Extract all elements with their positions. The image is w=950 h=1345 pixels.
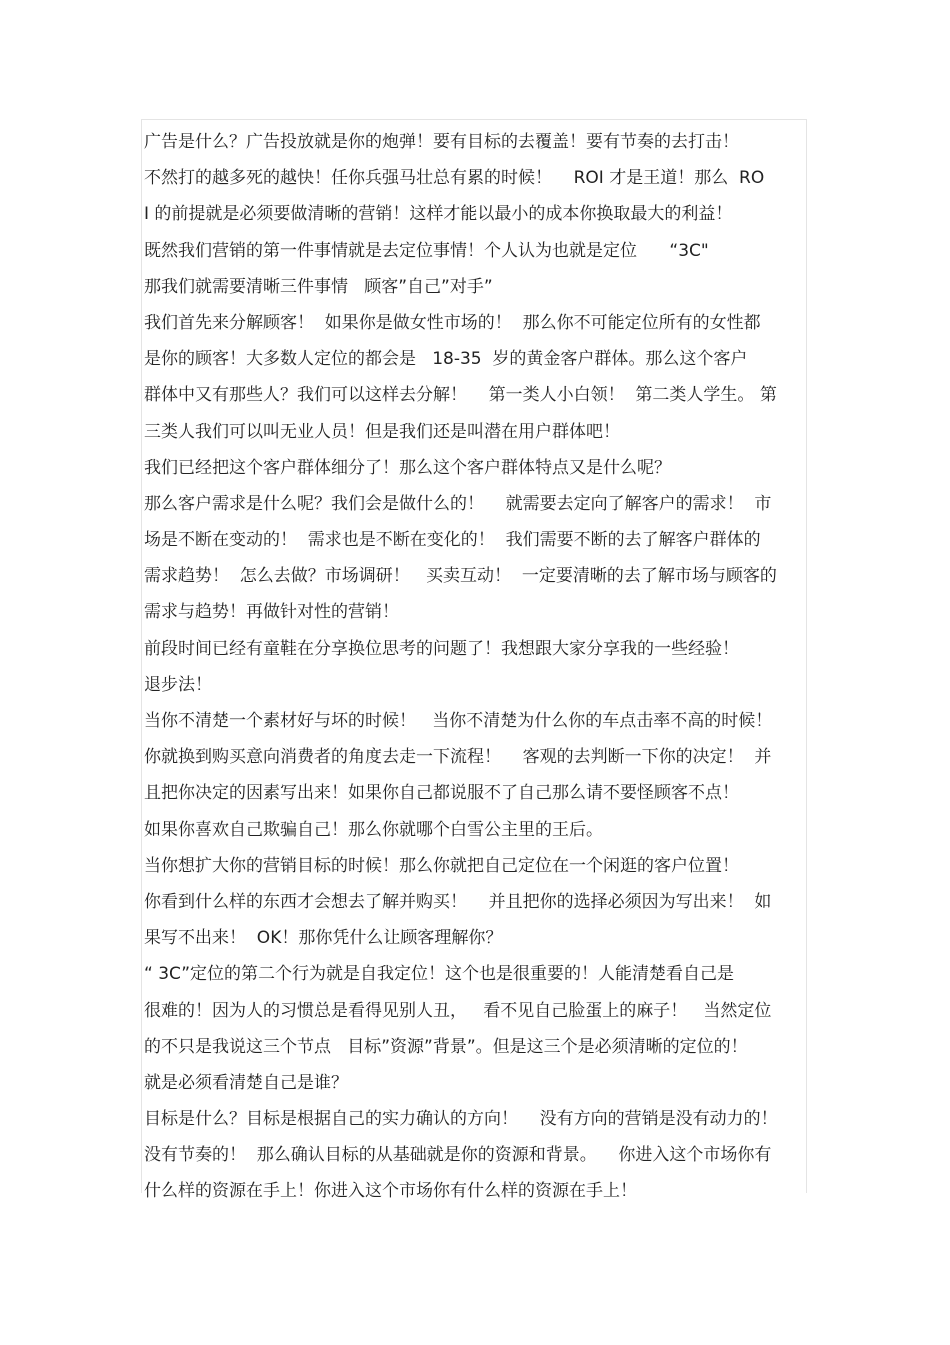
text-line: 既然我们营销的第一件事情就是去定位事情！个人认为也就是定位 “3C" (144, 240, 709, 261)
page-border-right (806, 119, 807, 1193)
page-border-left (141, 119, 142, 1193)
text-line: 当你想扩大你的营销目标的时候！那么你就把自己定位在一个闲逛的客户位置！ (144, 855, 739, 876)
text-line: 退步法！ (144, 674, 212, 695)
text-line: 就是必须看清楚自己是谁？ (144, 1072, 348, 1093)
document-body (144, 124, 806, 1210)
text-line: 我们首先来分解顾客！ 如果你是做女性市场的！ 那么你不可能定位所有的女性都 (144, 312, 761, 333)
text-line: 需求趋势！ 怎么去做？市场调研！ 买卖互动！ 一定要清晰的去了解市场与顾客的 (144, 566, 777, 587)
text-line: 需求与趋势！再做针对性的营销！ (144, 602, 399, 623)
text-line: 广告是什么？广告投放就是你的炮弹！要有目标的去覆盖！要有节奏的去打击！ (144, 132, 739, 152)
text-line: 不然打的越多死的越快！任你兵强马壮总有累的时候！ ROI 才是王道！那么 RO (144, 168, 765, 189)
text-line: “ 3C”定位的第二个行为就是自我定位！这个也是很重要的！人能清楚看自己是 (144, 964, 735, 985)
text-line: 果写不出来！ OK！那你凭什么让顾客理解你？ (144, 928, 503, 949)
text-line: 那么客户需求是什么呢？我们会是做什么的！ 就需要去定向了解客户的需求！ 市 (144, 493, 772, 514)
text-line: 我们已经把这个客户群体细分了！那么这个客户群体特点又是什么呢？ (144, 457, 671, 478)
text-line: 群体中又有那些人？我们可以这样去分解！ 第一类人小白领！ 第二类人学生。 第 (144, 385, 777, 406)
page-border-top (141, 119, 807, 120)
text-line: 且把你决定的因素写出来！如果你自己都说服不了自己那么请不要怪顾客不点！ (144, 783, 739, 804)
text-line: 三类人我们可以叫无业人员！但是我们还是叫潜在用户群体吧！ (144, 421, 620, 442)
text-line: 很难的！因为人的习惯总是看得见别人丑， 看不见自己脸蛋上的麻子！ 当然定位 (144, 1000, 772, 1021)
text-line: 的不只是我说这三个节点 目标”资源”背景”。但是这三个是必须清晰的定位的！ (144, 1036, 748, 1057)
text-line: 什么样的资源在手上！你进入这个市场你有什么样的资源在手上！ (144, 1181, 637, 1202)
text-line: 那我们就需要清晰三件事情 顾客”自己”对手” (144, 276, 493, 297)
text-line: 是你的顾客！大多数人定位的都会是 18-35 岁的黄金客户群体。那么这个客户 (144, 349, 748, 370)
text-line: 目标是什么？目标是根据自己的实力确认的方向！ 没有方向的营销是没有动力的！ (144, 1109, 778, 1130)
text-line: 你看到什么样的东西才会想去了解并购买！ 并且把你的选择必须因为写出来！ 如 (144, 891, 772, 912)
text-line: 场是不断在变动的！ 需求也是不断在变化的！ 我们需要不断的去了解客户群体的 (144, 530, 761, 551)
text-line: 前段时间已经有童鞋在分享换位思考的问题了！我想跟大家分享我的一些经验！ (144, 638, 739, 659)
text-line: 当你不清楚一个素材好与坏的时候！ 当你不清楚为什么你的车点击率不高的时候！ (144, 711, 773, 731)
text-line: 没有节奏的！ 那么确认目标的从基础就是你的资源和背景。 你进入这个市场你有 (144, 1145, 772, 1166)
text-line: 你就换到购买意向消费者的角度去走一下流程！ 客观的去判断一下你的决定！ 并 (144, 747, 772, 768)
text-line: I 的前提就是必须要做清晰的营销！这样才能以最小的成本你换取最大的利益！ (144, 204, 733, 225)
text-line: 如果你喜欢自己欺骗自己！那么你就哪个白雪公主里的王后。 (144, 819, 603, 840)
